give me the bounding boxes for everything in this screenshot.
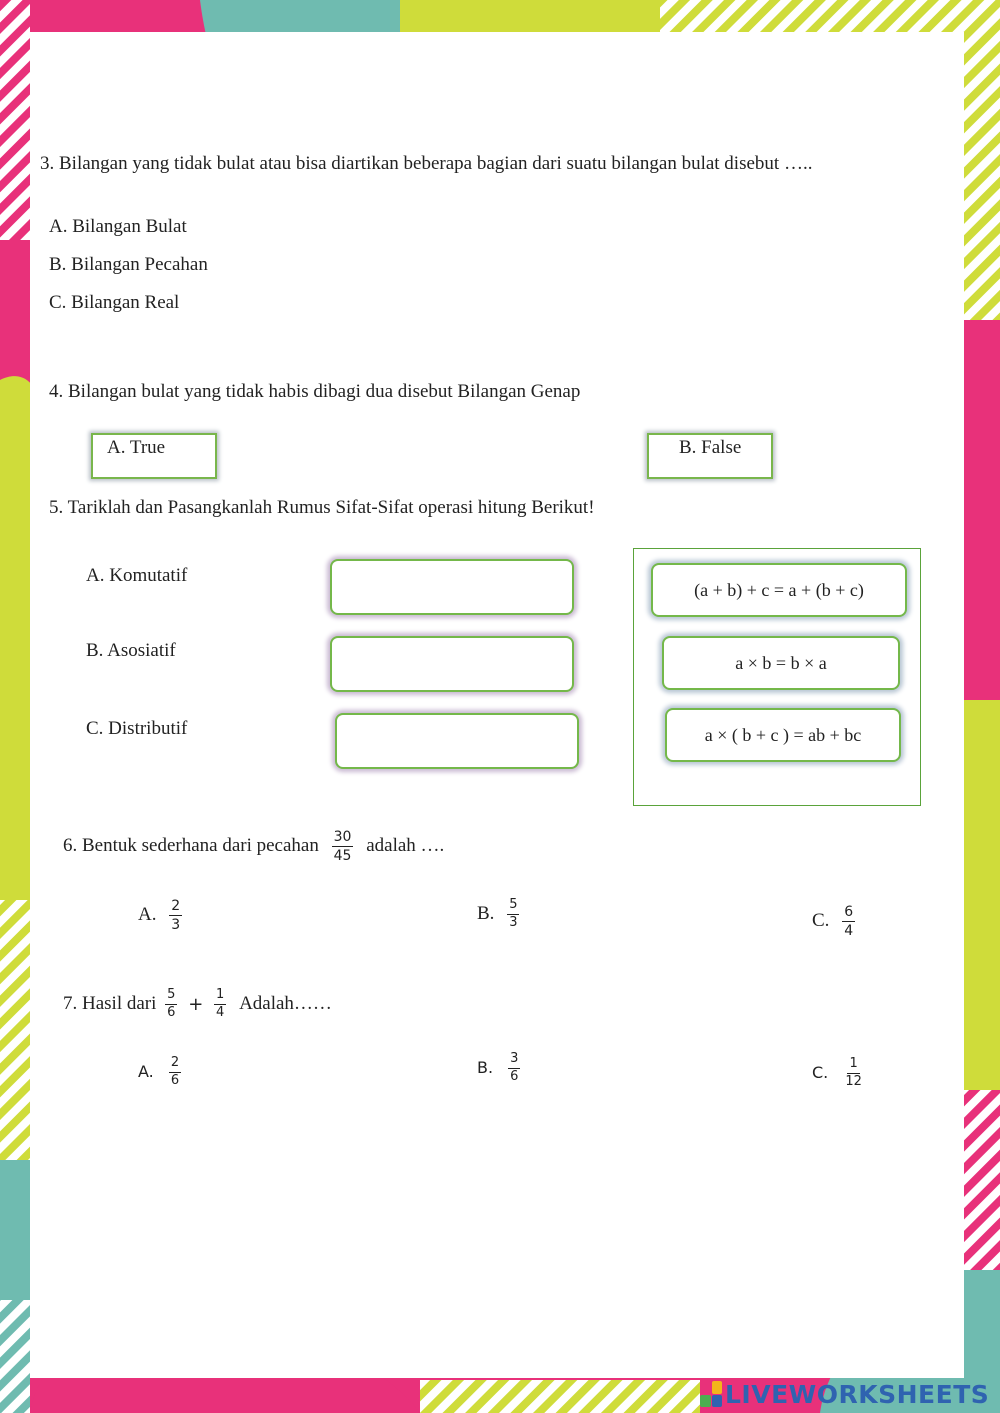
match-item-komutatif: A. Komutatif (86, 565, 188, 586)
q6-option-a-numerator: 2 (169, 898, 182, 916)
q7-fraction-1 (165, 988, 177, 1021)
q7-option-c-numerator: 1 (847, 1057, 859, 1074)
question-3-text: 3. Bilangan yang tidak bulat atau bisa diartikan beberapa bagian dari suatu bilangan bulat disebut ….. (40, 153, 813, 174)
draggable-formula-commutative[interactable]: a × b = b × a (662, 636, 900, 690)
match-item-distributif: C. Distributif (86, 718, 188, 739)
q6-option-b-label: B. (477, 902, 495, 924)
q7-option-b-label: B. (477, 1057, 494, 1077)
q7-option-a-fraction (169, 1056, 181, 1089)
q6-option-c-label: C. (812, 909, 830, 931)
liveworksheets-wordmark: LIVEWORKSHEETS (725, 1379, 990, 1409)
true-label: A. True (107, 437, 166, 458)
q6-option-a-fraction (169, 898, 182, 933)
q6-option-c-denominator: 4 (844, 923, 854, 940)
liveworksheets-logo[interactable] (700, 1378, 989, 1410)
q7-option-a-numerator: 2 (169, 1056, 181, 1073)
question-7-text (63, 988, 332, 1021)
false-button[interactable] (647, 433, 773, 479)
q7-option-a-denominator: 6 (170, 1072, 180, 1088)
drop-target-asosiatif[interactable] (330, 636, 574, 692)
q6-option-a-label: A. (138, 903, 157, 925)
q7-option-b-numerator: 3 (508, 1052, 520, 1069)
q6-option-b[interactable] (477, 898, 519, 931)
q6-option-a[interactable] (138, 898, 182, 933)
q7-fraction-2-numerator: 1 (214, 988, 226, 1005)
q7-option-c-label: C. (812, 1062, 829, 1082)
q7-option-b-fraction (508, 1052, 520, 1085)
question-5-text: 5. Tariklah dan Pasangkanlah Rumus Sifat-Sifat operasi hitung Berikut! (49, 497, 595, 518)
q3-option-b[interactable]: B. Bilangan Pecahan (49, 254, 208, 275)
q6-fraction-denominator: 45 (333, 848, 352, 865)
false-label: B. False (679, 437, 742, 458)
q7-fraction-2-denominator: 4 (216, 1004, 225, 1020)
q6-option-b-numerator: 5 (507, 898, 519, 915)
q7-option-c[interactable] (812, 1057, 864, 1090)
q3-option-a[interactable]: A. Bilangan Bulat (49, 216, 187, 237)
q7-fraction-1-denominator: 6 (167, 1004, 176, 1020)
q3-option-c[interactable]: C. Bilangan Real (49, 292, 180, 313)
q7-option-b-denominator: 6 (510, 1068, 519, 1084)
q7-option-a[interactable] (138, 1056, 181, 1089)
q6-option-b-denominator: 3 (509, 914, 518, 930)
q7-option-c-denominator: 12 (845, 1073, 862, 1089)
q7-text-start: 7. Hasil dari (63, 992, 157, 1014)
q6-text-start: 6. Bentuk sederhana dari pecahan (63, 834, 319, 856)
drop-target-distributif[interactable] (335, 713, 579, 769)
question-4-text: 4. Bilangan bulat yang tidak habis dibagi dua disebut Bilangan Genap (49, 381, 581, 402)
q7-option-b[interactable] (477, 1052, 520, 1085)
question-6-text (63, 829, 444, 864)
q6-fraction (332, 829, 354, 864)
q6-fraction-numerator: 30 (332, 829, 354, 847)
q7-plus-sign: + (188, 993, 204, 1015)
q7-text-end: Adalah…… (239, 992, 332, 1014)
q7-fraction-2 (214, 988, 226, 1021)
draggable-formula-distributive[interactable]: a × ( b + c ) = ab + bc (665, 708, 901, 762)
q6-option-c-fraction (842, 904, 855, 939)
q7-option-a-label: A. (138, 1061, 154, 1081)
q6-option-c-numerator: 6 (842, 904, 855, 922)
q6-option-c[interactable] (812, 904, 855, 939)
liveworksheets-icon (700, 1381, 722, 1407)
draggable-formula-associative[interactable]: (a + b) + c = a + (b + c) (651, 563, 907, 617)
q6-option-b-fraction (507, 898, 519, 931)
match-item-asosiatif: B. Asosiatif (86, 640, 176, 661)
q7-fraction-1-numerator: 5 (165, 988, 177, 1005)
true-button[interactable] (91, 433, 217, 479)
q6-text-end: adalah …. (366, 834, 445, 856)
q7-option-c-fraction (843, 1057, 864, 1090)
q6-option-a-denominator: 3 (171, 917, 181, 934)
drop-target-komutatif[interactable] (330, 559, 574, 615)
